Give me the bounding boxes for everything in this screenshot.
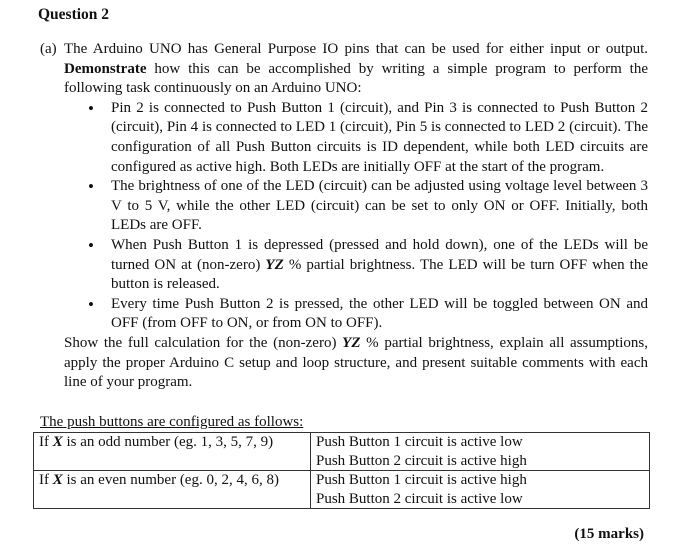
even-button2-config: Push Button 2 circuit is active low xyxy=(316,490,523,507)
part-a-label: (a) xyxy=(40,41,57,57)
even-condition-text: is an even number (eg. 0, 2, 4, 6, 8) xyxy=(62,472,279,488)
odd-condition-cell xyxy=(34,433,311,471)
config-caption: The push buttons are configured as follows: xyxy=(40,414,304,430)
marks-label: (15 marks) xyxy=(574,526,644,542)
intro-keyword-demonstrate: Demonstrate xyxy=(64,60,147,77)
intro-text-end: how this can be accomplished by writing a simple program to perform the following task continuously on an Arduino UNO: xyxy=(64,60,648,97)
even-condition-variable-x: X xyxy=(52,472,63,488)
closing-text-start: Show the full calculation for the (non-zero) xyxy=(64,334,343,351)
table-row xyxy=(34,433,650,471)
odd-button1-config: Push Button 1 circuit is active low xyxy=(316,434,523,450)
closing-text-end: % partial brightness, explain all assumptions, apply the proper Arduino C setup and loop structure, and present suitable comments with each line of your program. xyxy=(64,334,648,391)
even-condition-cell xyxy=(34,471,311,509)
odd-button2-config: Push Button 2 circuit is active high xyxy=(316,452,527,469)
intro-text-start: The Arduino UNO has General Purpose IO pins that can be used for either input or output. xyxy=(64,41,648,57)
part-a-intro xyxy=(40,40,648,99)
odd-condition-prefix: If xyxy=(39,434,53,450)
bullet3-text-end: % partial brightness. The LED will be turn OFF when the button is released. xyxy=(111,256,649,293)
requirement-led-brightness: • The brightness of one of the LED (circuit) can be adjusted using voltage level between 3 V to 5 V, while the other LED (circuit) can be set to only ON or OFF. Initially, both LEDs are OFF. xyxy=(88,177,648,236)
odd-config-cell xyxy=(311,433,650,471)
requirement-push-button-2: • Every time Push Button 2 is pressed, the other LED will be toggled between ON and OFF (from OFF to ON, or from ON to OFF). xyxy=(88,295,648,334)
closing-variable-yz: YZ xyxy=(342,334,361,351)
bullet3-text-start: When Push Button 1 is depressed (pressed and hold down), one of the LEDs will be turned ON at (non-zero) xyxy=(111,236,648,273)
question-title: Question 2 xyxy=(38,6,110,23)
requirement-push-button-1 xyxy=(88,236,648,295)
odd-condition-text: is an odd number (eg. 1, 3, 5, 7, 9) xyxy=(62,434,274,450)
odd-condition-variable-x: X xyxy=(52,434,63,450)
even-condition-prefix: If xyxy=(39,472,53,488)
part-a-intro-text xyxy=(64,40,648,99)
part-a-closing-instructions xyxy=(64,334,648,393)
requirement-pin-connections: • Pin 2 is connected to Push Button 1 (circuit), and Pin 3 is connected to Push Button 2 (circuit), Pin 4 is connected to LED 1 (circuit), Pin 5 is connected to LED 2 (circuit). The configuration of all Push Button circuits is ID dependent, while both LED circuits are configured as active high. Both LEDs are initially OFF at the start of the program. xyxy=(88,99,648,177)
part-a xyxy=(40,40,648,393)
push-button-config-table xyxy=(33,432,650,509)
table-row xyxy=(34,471,650,509)
requirements-list xyxy=(40,99,648,334)
even-button1-config: Push Button 1 circuit is active high xyxy=(316,472,527,488)
even-config-cell xyxy=(311,471,650,509)
bullet3-variable-yz: YZ xyxy=(265,256,284,273)
